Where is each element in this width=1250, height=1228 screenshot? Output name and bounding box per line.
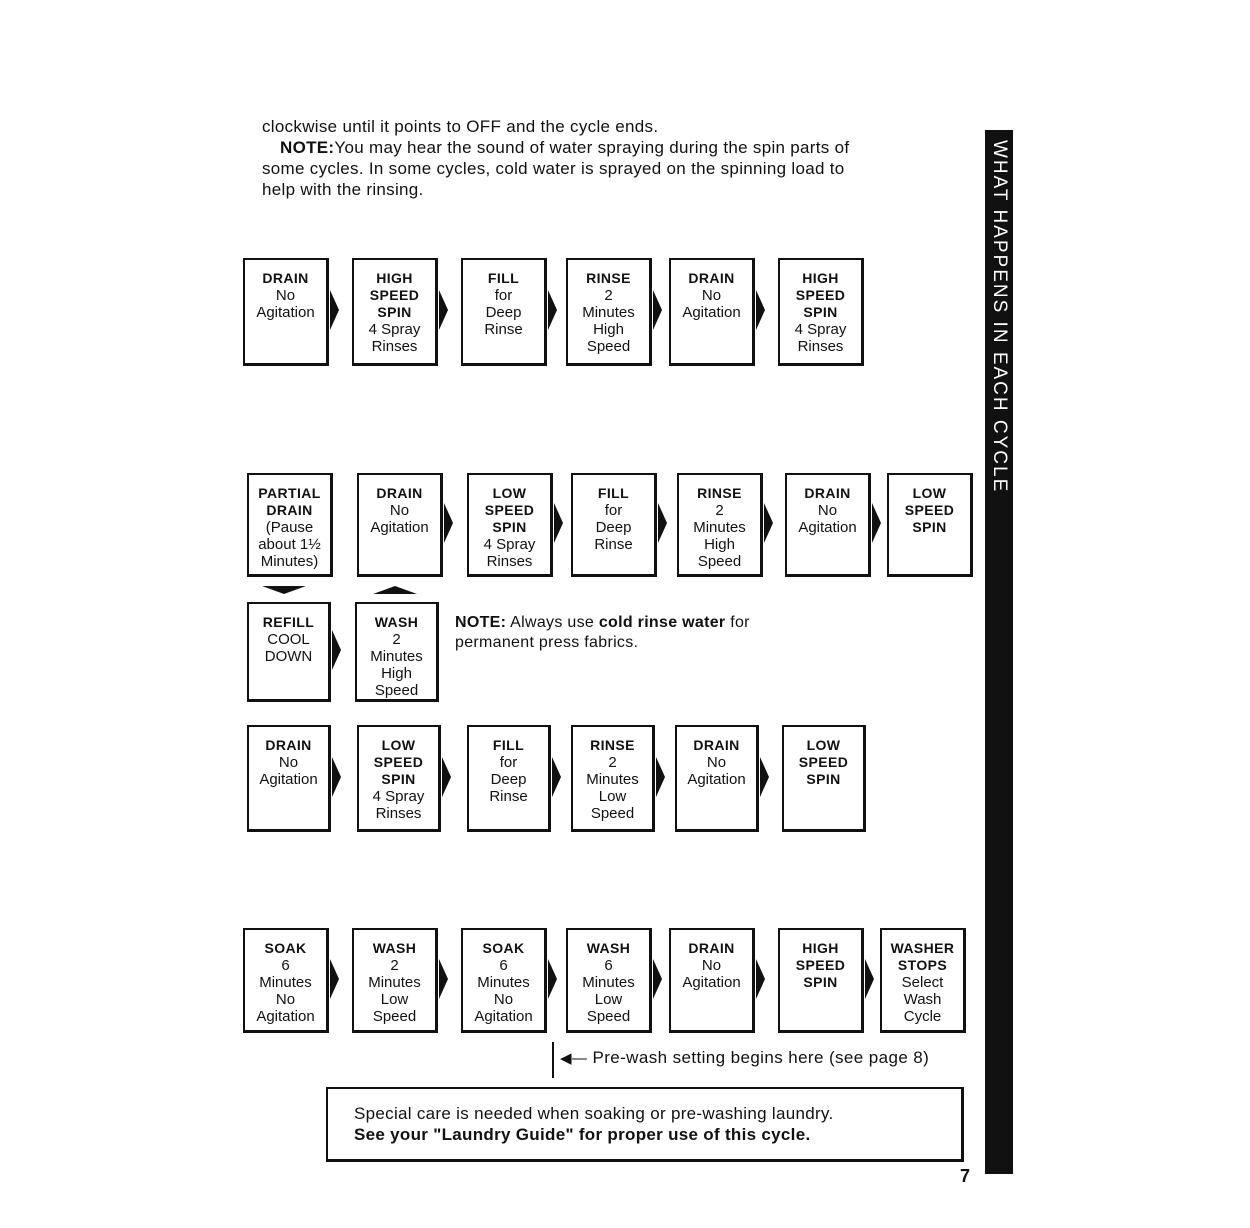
step-title: SPEED bbox=[795, 957, 846, 973]
step-title: DRAIN bbox=[265, 737, 312, 753]
step-title: FILL bbox=[487, 270, 520, 286]
flow-arrow-icon bbox=[872, 503, 881, 543]
step-detail: No bbox=[701, 287, 722, 304]
intro-note-text: You may hear the sound of water spraying during the spin parts of bbox=[334, 138, 850, 157]
step-title: HIGH bbox=[376, 270, 413, 286]
step-detail: Low bbox=[594, 991, 623, 1008]
step-title: DRAIN bbox=[688, 270, 735, 286]
row2-step-box bbox=[247, 473, 333, 577]
cold-rinse-note-text-a: Always use bbox=[510, 614, 595, 631]
step-detail: Speed bbox=[697, 553, 742, 570]
step-title: HIGH bbox=[802, 940, 839, 956]
step-detail: Agitation bbox=[682, 304, 741, 321]
step-title: DRAIN bbox=[804, 485, 851, 501]
flow-arrow-icon bbox=[442, 757, 451, 797]
step-title: HIGH bbox=[802, 270, 839, 286]
row1-step-box bbox=[669, 258, 755, 366]
step-detail: Agitation bbox=[370, 519, 429, 536]
step-detail: Rinses bbox=[371, 338, 418, 355]
step-detail: Agitation bbox=[256, 1008, 315, 1025]
step-title: LOW bbox=[381, 737, 416, 753]
step-title: DRAIN bbox=[688, 940, 735, 956]
step-title: PARTIAL bbox=[258, 485, 321, 501]
flow-arrow-icon bbox=[658, 503, 667, 543]
intro-line-3: some cycles. In some cycles, cold water is sprayed on the spinning load to bbox=[262, 159, 845, 178]
step-detail: No bbox=[706, 754, 727, 771]
row3-step-box bbox=[467, 725, 551, 832]
step-detail: 4 Spray bbox=[483, 536, 536, 553]
flow-arrow-icon bbox=[653, 959, 662, 999]
row4-step-box bbox=[461, 928, 547, 1033]
flow-arrow-icon bbox=[656, 757, 665, 797]
flow-arrow-icon bbox=[332, 630, 341, 670]
step-detail: 6 bbox=[281, 957, 290, 974]
step-detail: 4 Spray bbox=[794, 321, 847, 338]
cold-rinse-note-line-2: permanent press fabrics. bbox=[455, 634, 639, 651]
intro-line-4: help with the rinsing. bbox=[262, 180, 424, 199]
step-detail: for bbox=[604, 502, 623, 519]
flow-arrow-icon bbox=[764, 503, 773, 543]
flow-arrow-icon bbox=[439, 959, 448, 999]
special-care-line-2: See your "Laundry Guide" for proper use of this cycle. bbox=[354, 1125, 811, 1144]
step-detail: No bbox=[275, 991, 296, 1008]
row3-step-box bbox=[782, 725, 866, 832]
row2-step-box bbox=[677, 473, 763, 577]
row2-step-box bbox=[785, 473, 871, 577]
row4-step-box bbox=[669, 928, 755, 1033]
flow-arrow-icon bbox=[332, 757, 341, 797]
step-detail: Low bbox=[380, 991, 409, 1008]
left-arrow-icon: ◀— bbox=[560, 1050, 588, 1067]
step-detail: 2 bbox=[604, 287, 613, 304]
row3-step-box bbox=[247, 725, 331, 832]
step-title: REFILL bbox=[262, 614, 315, 630]
row2b-step-box bbox=[355, 602, 439, 702]
step-detail: Rinse bbox=[489, 788, 528, 805]
flow-arrow-icon bbox=[865, 959, 874, 999]
step-detail: Speed bbox=[374, 682, 419, 699]
row3-step-box bbox=[571, 725, 655, 832]
step-detail: Deep bbox=[595, 519, 632, 536]
flow-arrow-icon bbox=[760, 757, 769, 797]
flow-arrow-icon bbox=[653, 290, 662, 330]
step-detail: 2 bbox=[608, 754, 617, 771]
step-detail: Rinses bbox=[486, 553, 533, 570]
step-detail: Minutes) bbox=[260, 553, 319, 570]
step-title: SPEED bbox=[484, 502, 535, 518]
flow-arrow-icon bbox=[439, 290, 448, 330]
step-detail: Speed bbox=[372, 1008, 417, 1025]
step-detail: Speed bbox=[590, 805, 635, 822]
step-detail: No bbox=[278, 754, 299, 771]
intro-note-label: NOTE: bbox=[280, 138, 335, 157]
row1-step-box bbox=[461, 258, 547, 366]
step-detail: 2 bbox=[715, 502, 724, 519]
step-detail: Deep bbox=[485, 304, 522, 321]
step-detail: Minutes bbox=[370, 648, 423, 665]
step-title: LOW bbox=[912, 485, 947, 501]
row4-step-box bbox=[243, 928, 329, 1033]
step-title: LOW bbox=[492, 485, 527, 501]
cold-rinse-note-text-b: for bbox=[730, 614, 750, 631]
step-title: DRAIN bbox=[266, 502, 313, 518]
row1-step-box bbox=[243, 258, 329, 366]
step-detail: for bbox=[494, 287, 513, 304]
step-detail: DOWN bbox=[264, 648, 313, 665]
step-detail: Rinse bbox=[484, 321, 523, 338]
cold-rinse-note-line-1 bbox=[455, 613, 835, 633]
row2b-step-box bbox=[247, 602, 331, 702]
step-detail: 6 bbox=[604, 957, 613, 974]
cold-rinse-note bbox=[455, 613, 835, 653]
intro-note-line bbox=[262, 137, 962, 158]
step-detail: Cycle bbox=[903, 1008, 942, 1025]
row2-step-box bbox=[887, 473, 973, 577]
step-detail: 4 Spray bbox=[368, 321, 421, 338]
step-title: RINSE bbox=[586, 270, 631, 286]
step-title: SOAK bbox=[264, 940, 307, 956]
step-detail: Agitation bbox=[256, 304, 315, 321]
flow-arrow-icon bbox=[330, 290, 339, 330]
row3-step-box bbox=[675, 725, 759, 832]
row2-step-box bbox=[467, 473, 553, 577]
step-detail: Speed bbox=[586, 1008, 631, 1025]
step-detail: No bbox=[817, 502, 838, 519]
step-title: SOAK bbox=[482, 940, 525, 956]
step-detail: about 1½ bbox=[258, 536, 321, 553]
step-title: FILL bbox=[492, 737, 525, 753]
step-detail: High bbox=[704, 536, 735, 553]
step-detail: High bbox=[381, 665, 412, 682]
step-title: SPEED bbox=[795, 287, 846, 303]
step-detail: 2 bbox=[392, 631, 401, 648]
step-detail: 2 bbox=[390, 957, 399, 974]
row4-step-box bbox=[352, 928, 438, 1033]
step-detail: COOL bbox=[267, 631, 310, 648]
step-title: SPIN bbox=[381, 771, 416, 787]
flow-arrow-icon bbox=[330, 959, 339, 999]
step-title: DRAIN bbox=[262, 270, 309, 286]
flow-arrow-icon bbox=[756, 290, 765, 330]
step-detail: No bbox=[389, 502, 410, 519]
step-detail: (Pause bbox=[265, 519, 314, 536]
step-title: SPIN bbox=[803, 304, 838, 320]
flow-arrow-icon bbox=[554, 503, 563, 543]
step-title: STOPS bbox=[897, 957, 948, 973]
step-title: WASH bbox=[372, 940, 417, 956]
row1-step-box bbox=[352, 258, 438, 366]
step-detail: No bbox=[275, 287, 296, 304]
flow-arrow-icon bbox=[444, 503, 453, 543]
cold-rinse-note-label: NOTE: bbox=[455, 614, 507, 631]
step-title: SPEED bbox=[798, 754, 849, 770]
flow-arrow-down bbox=[262, 586, 306, 594]
step-title: DRAIN bbox=[376, 485, 423, 501]
step-title: WASH bbox=[586, 940, 631, 956]
step-detail: Minutes bbox=[586, 771, 639, 788]
flow-arrow-up bbox=[373, 586, 417, 594]
row3-step-box bbox=[357, 725, 441, 832]
step-detail: Speed bbox=[586, 338, 631, 355]
row4-step-box bbox=[778, 928, 864, 1033]
step-title: RINSE bbox=[697, 485, 742, 501]
step-detail: Agitation bbox=[682, 974, 741, 991]
step-detail: No bbox=[701, 957, 722, 974]
step-detail: Minutes bbox=[259, 974, 312, 991]
step-detail: No bbox=[493, 991, 514, 1008]
step-detail: Agitation bbox=[474, 1008, 533, 1025]
step-detail: Minutes bbox=[582, 304, 635, 321]
step-detail: Minutes bbox=[582, 974, 635, 991]
intro-paragraph bbox=[262, 116, 962, 200]
row4-step-box bbox=[880, 928, 966, 1033]
step-detail: Agitation bbox=[259, 771, 318, 788]
step-detail: Minutes bbox=[477, 974, 530, 991]
special-care-box bbox=[326, 1087, 964, 1162]
intro-line-1: clockwise until it points to OFF and the cycle ends. bbox=[262, 117, 659, 136]
step-title: LOW bbox=[806, 737, 841, 753]
step-detail: 4 Spray bbox=[372, 788, 425, 805]
step-detail: Agitation bbox=[798, 519, 857, 536]
page-number: 7 bbox=[960, 1166, 971, 1186]
step-detail: Deep bbox=[490, 771, 527, 788]
step-title: WASH bbox=[374, 614, 419, 630]
step-title: SPIN bbox=[377, 304, 412, 320]
step-title: SPIN bbox=[912, 519, 947, 535]
step-detail: Agitation bbox=[687, 771, 746, 788]
step-detail: Low bbox=[598, 788, 627, 805]
cold-rinse-note-bold: cold rinse water bbox=[598, 614, 726, 631]
row2-step-box bbox=[357, 473, 443, 577]
row2-step-box bbox=[571, 473, 657, 577]
step-detail: Rinses bbox=[797, 338, 844, 355]
step-detail: 6 bbox=[499, 957, 508, 974]
step-title: WASHER bbox=[890, 940, 955, 956]
row1-step-box bbox=[778, 258, 864, 366]
step-title: DRAIN bbox=[693, 737, 740, 753]
prewash-marker bbox=[552, 1042, 929, 1078]
flow-arrow-icon bbox=[756, 959, 765, 999]
flow-arrow-icon bbox=[552, 757, 561, 797]
step-detail: Wash bbox=[903, 991, 942, 1008]
step-detail: High bbox=[593, 321, 624, 338]
flow-arrow-icon bbox=[548, 290, 557, 330]
section-tab-title: WHAT HAPPENS IN EACH CYCLE bbox=[989, 140, 1010, 494]
row1-step-box bbox=[566, 258, 652, 366]
step-detail: Select bbox=[901, 974, 944, 991]
row4-step-box bbox=[566, 928, 652, 1033]
special-care-line-1: Special care is needed when soaking or pre-washing laundry. bbox=[354, 1104, 834, 1123]
step-title: SPEED bbox=[373, 754, 424, 770]
step-detail: Rinses bbox=[375, 805, 422, 822]
step-title: SPIN bbox=[806, 771, 841, 787]
step-title: SPEED bbox=[904, 502, 955, 518]
step-title: SPEED bbox=[369, 287, 420, 303]
flow-arrow-icon bbox=[548, 959, 557, 999]
step-detail: for bbox=[499, 754, 518, 771]
step-title: SPIN bbox=[492, 519, 527, 535]
step-title: FILL bbox=[597, 485, 630, 501]
step-detail: Rinse bbox=[594, 536, 633, 553]
step-detail: Minutes bbox=[368, 974, 421, 991]
prewash-text: Pre-wash setting begins here (see page 8) bbox=[592, 1048, 930, 1067]
step-title: SPIN bbox=[803, 974, 838, 990]
step-detail: Minutes bbox=[693, 519, 746, 536]
step-title: RINSE bbox=[590, 737, 635, 753]
